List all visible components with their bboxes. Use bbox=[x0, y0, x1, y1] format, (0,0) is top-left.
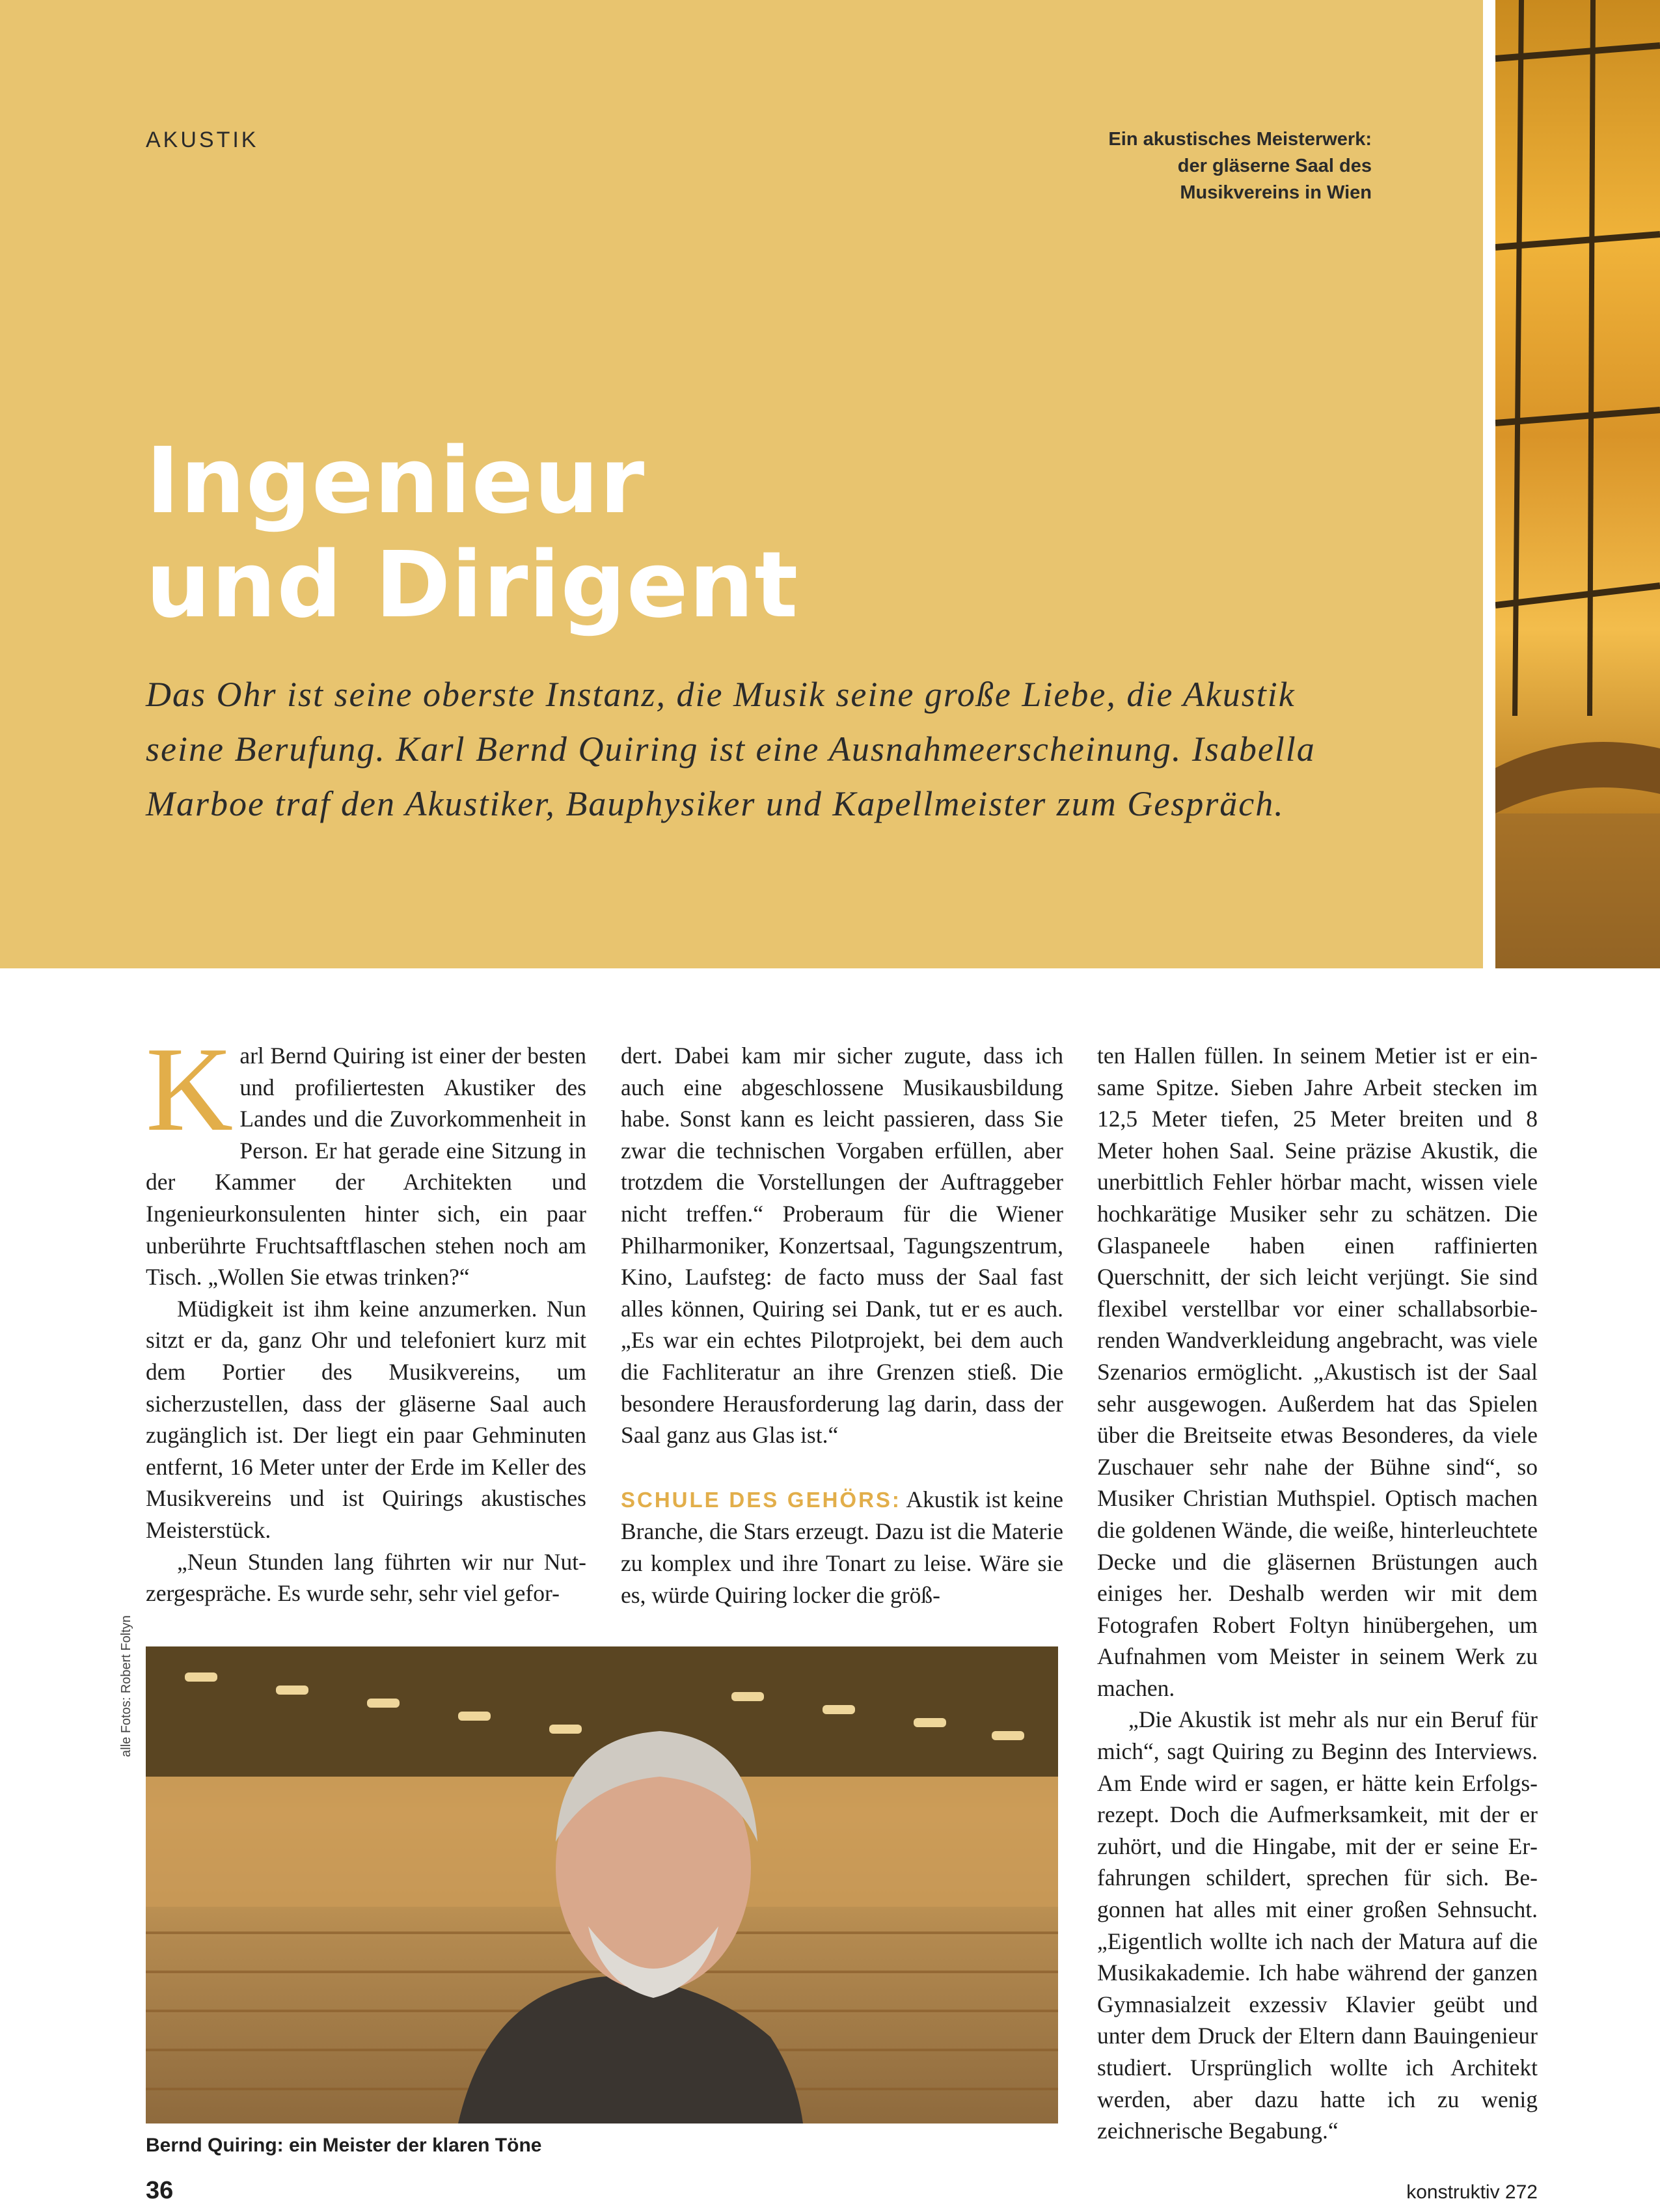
subheading: SCHULE DES GEHÖRS: bbox=[621, 1487, 901, 1512]
page-number: 36 bbox=[146, 2177, 174, 2204]
portrait-caption: Bernd Quiring: ein Meister der klaren Töne bbox=[146, 2135, 542, 2156]
glass-hall-caption bbox=[1007, 126, 1372, 206]
portrait-photo bbox=[146, 1646, 1058, 2123]
article-headline bbox=[146, 430, 798, 638]
caption-line: der gläserne Saal des bbox=[1177, 156, 1372, 176]
article-column-2 bbox=[621, 1040, 1063, 1611]
paragraph: Müdigkeit ist ihm keine anzumerken. Nun sitzt er da, ganz Ohr und telefoniert kurz mit dem Portier des Musikvereins, um sicherzustellen, dass der gläserne Saal auch zugänglich ist. Der liegt ein paar Gehminuten entfernt, 16 Meter unter der Erde im Keller des Musikvereins und ist Quirings akustisches Meisterstück. bbox=[146, 1295, 586, 1543]
article-column-1 bbox=[146, 1022, 586, 1609]
magazine-name: konstruktiv 272 bbox=[1406, 2181, 1538, 2203]
paragraph-text: arl Bernd Quiring ist einer der besten und profiliertesten Akustiker des Landes und die Zuvorkommenheit in Person. Er hat gerade eine Sitzung in der Kammer der Architekten und Ingenieurkonsulenten hinter sich, ein paar unberührte Fruchtsaftflaschen stehen noch am Tisch. „Wollen Sie etwas trinken?“ bbox=[146, 1043, 586, 1290]
paragraph: ten Hallen füllen. In seinem Metier ist er einsame Spitze. Sieben Jahre Arbeit stecken im 12,5 Meter tiefen, 25 Meter breiten und 8 Meter hohen Saal. Seine präzise Akustik, die unerbittlich Fehler hörbar macht, wissen viele hochkarätige Musiker sehr zu schätzen. Die Glaspaneele haben einen raffinierten Querschnitt, der sich leicht verjüngt. Sie sind flexibel verstellbar vor einer schallabsorbierenden Wandverkleidung angebracht, was viele Szenarios ermöglicht. „Akustisch ist der Saal sehr ausgewogen. Außerdem hat das Spielen über die Breitseite etwas Besonderes, da viele Zuschauer sehr nahe der Bühne sind“, so Musiker Christian Muthspiel. Optisch machen die goldenen Wände, die weiße, hinterleuchtete Decke und die gläsernen Brüstungen auch einiges her. Deshalb werden wir mit dem Fotografen Robert Foltyn hinübergehen, um Aufnahmen vom Meister in seinem Werk zu machen. bbox=[1097, 1043, 1538, 1701]
headline-line: und Dirigent bbox=[146, 532, 799, 638]
headline-line: Ingenieur bbox=[146, 428, 646, 534]
paragraph: dert. Dabei kam mir sicher zugute, dass ich auch eine abgeschlossene Musikausbildung habe. Sonst kann es leicht passieren, dass Sie zwar die technischen Vorgaben erfüllen, aber trotzdem die Vorstellungen der Auftraggeber nicht treffen.“ Proberaum für die Wiener Philharmoniker, Konzertsaal, Tagungszentrum, Kino, Laufsteg: de facto muss der Saal fast alles können, Quiring sei Dank, tut er es auch. „Es war ein echtes Pilotprojekt, bei dem auch die Fachliteratur an ihre Grenzen stieß. Die besondere Herausforderung lag darin, dass der Saal ganz aus Glas ist.“ bbox=[621, 1043, 1063, 1449]
article-column-3 bbox=[1097, 1040, 1538, 2147]
paragraph: „Neun Stunden lang führten wir nur Nutzergespräche. Es wurde sehr, sehr viel gefor- bbox=[146, 1548, 586, 1607]
paragraph bbox=[146, 1022, 586, 1293]
drop-cap: K bbox=[146, 1022, 234, 1156]
article-lead: Das Ohr ist seine oberste Instanz, die Musik seine große Liebe, die Akustik seine Berufung. Karl Bernd Quiring ist eine Ausnahmeerscheinung. Isabella Marboe traf den Akustiker, Bauphysiker und Kapellmeister zum Gespräch. bbox=[146, 675, 1316, 823]
paragraph: „Die Akustik ist mehr als nur ein Beruf für mich“, sagt Quiring zu Beginn des Interviews. Am Ende wird er sagen, er hätte kein Erfolgsrezept. Doch die Aufmerksamkeit, mit der er zuhört, und die Hingabe, mit der er seine Erfahrungen schildert, sprechen für sich. Begonnen hat alles mit einer großen Sehnsucht. „Eigentlich wollte ich nach der Matura auf die Musikakademie. Ich habe während der ganzen Gymnasialzeit exzessiv Klavier geübt und unter dem Druck der Eltern dann Bauingenieur studiert. Ursprünglich wollte ich Architekt werden, aber dazu hatte ich zu wenig zeichnerische Begabung.“ bbox=[1097, 1706, 1538, 2144]
caption-line: Ein akustisches Meisterwerk: bbox=[1108, 129, 1372, 150]
paragraph-text: Akustik ist keine Branche, die Stars erzeugt. Dazu ist die Materie zu komplex und ihre Tonart zu leise. Wäre sie es, würde Quiring locker die größ- bbox=[621, 1486, 1063, 1608]
glass-hall-photo bbox=[1495, 0, 1660, 968]
caption-line: Musikvereins in Wien bbox=[1180, 182, 1372, 203]
paragraph bbox=[621, 1484, 1063, 1611]
photo-credit: alle Fotos: Robert Foltyn bbox=[119, 1615, 133, 1757]
section-label: AKUSTIK bbox=[146, 128, 259, 152]
